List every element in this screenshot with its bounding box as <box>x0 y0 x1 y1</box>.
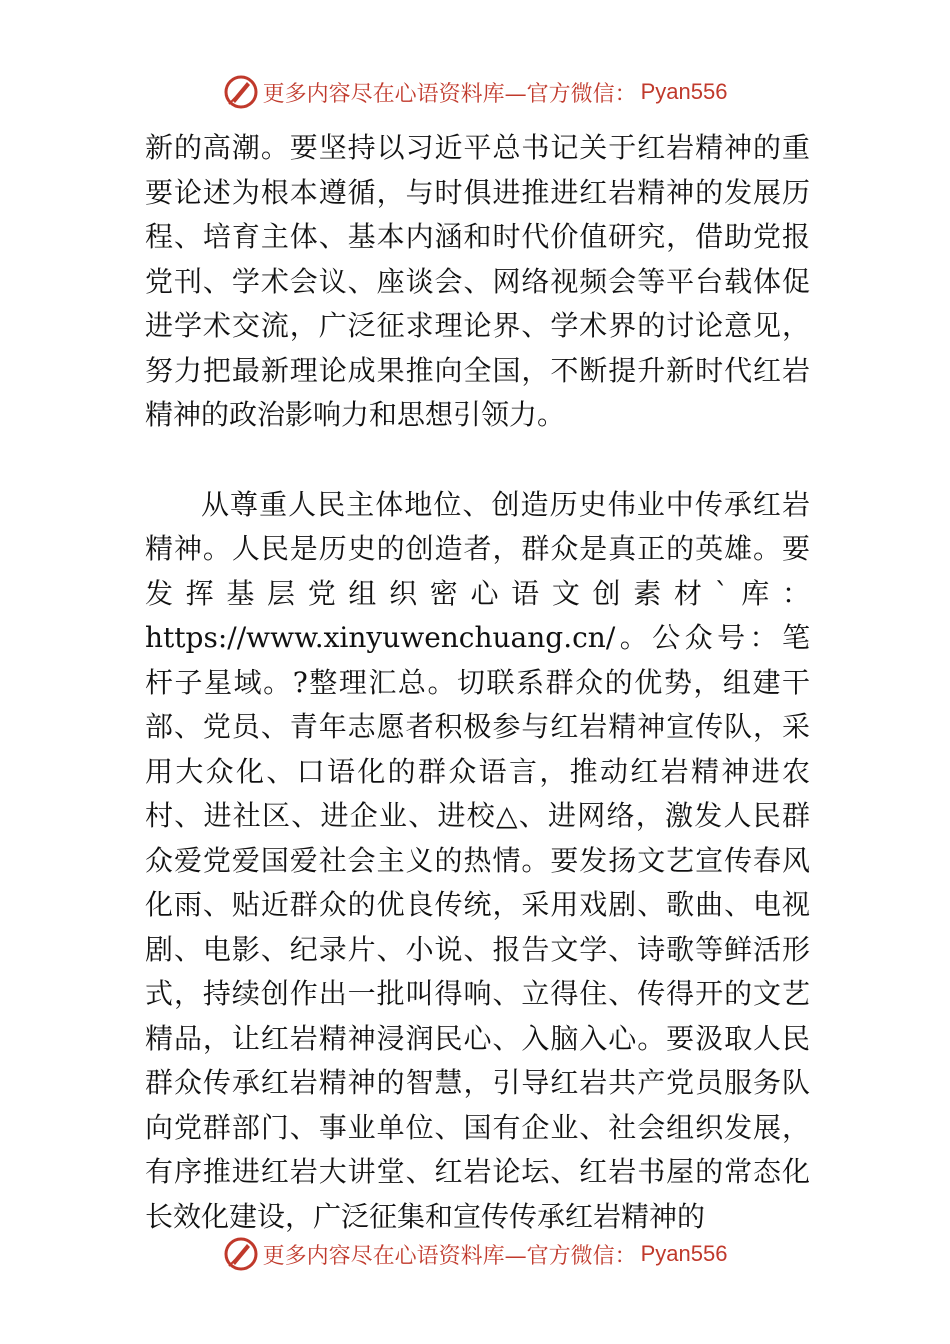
document-body <box>145 126 810 1239</box>
paragraph-2: 从尊重人民主体地位、创造历史伟业中传承红岩精神。人民是历史的创造者，群众是真正的英雄。要发挥基层党组织密心语文创素材`库：https://www.xinyuwenchuang.cn/。公众号：笔杆子星域。?整理汇总。切联系群众的优势，组建干部、党员、青年志愿者积极参与红岩精神宣传队，采用大众化、口语化的群众语言，推动红岩精神进农村、进社区、进企业、进校△、进网络，激发人民群众爱党爱国爱社会主义的热情。要发扬文艺宣传春风化雨、贴近群众的优良传统，采用戏剧、歌曲、电视剧、电影、纪录片、小说、报告文学、诗歌等鲜活形式，持续创作出一批叫得响、立得住、传得开的文艺精品，让红岩精神浸润民心、入脑入心。要汲取人民群众传承红岩精神的智慧，引导红岩共产党员服务队向党群部门、事业单位、国有企业、社会组织发展，有序推进红岩大讲堂、红岩论坛、红岩书屋的常态化长效化建设，广泛征集和宣传传承红岩精神的 <box>145 487 810 1233</box>
red-quill-logo-icon <box>223 1236 259 1272</box>
header-watermark <box>0 74 950 110</box>
watermark-text: 更多内容尽在心语资料库—官方微信： <box>262 81 637 107</box>
watermark-text: 更多内容尽在心语资料库—官方微信： <box>262 1243 637 1269</box>
red-quill-logo-icon <box>223 74 259 110</box>
wechat-id: Pyan556 <box>640 79 728 104</box>
wechat-id: Pyan556 <box>640 1241 728 1266</box>
paragraph-1: 新的高潮。要坚持以习近平总书记关于红岩精神的重要论述为根本遵循，与时俱进推进红岩精神的发展历程、培育主体、基本内涵和时代价值研究，借助党报党刊、学术会议、座谈会、网络视频会等平台载体促进学术交流，广泛征求理论界、学术界的讨论意见，努力把最新理论成果推向全国，不断提升新时代红岩精神的政治影响力和思想引领力。 <box>145 131 810 431</box>
footer-watermark <box>0 1236 950 1272</box>
